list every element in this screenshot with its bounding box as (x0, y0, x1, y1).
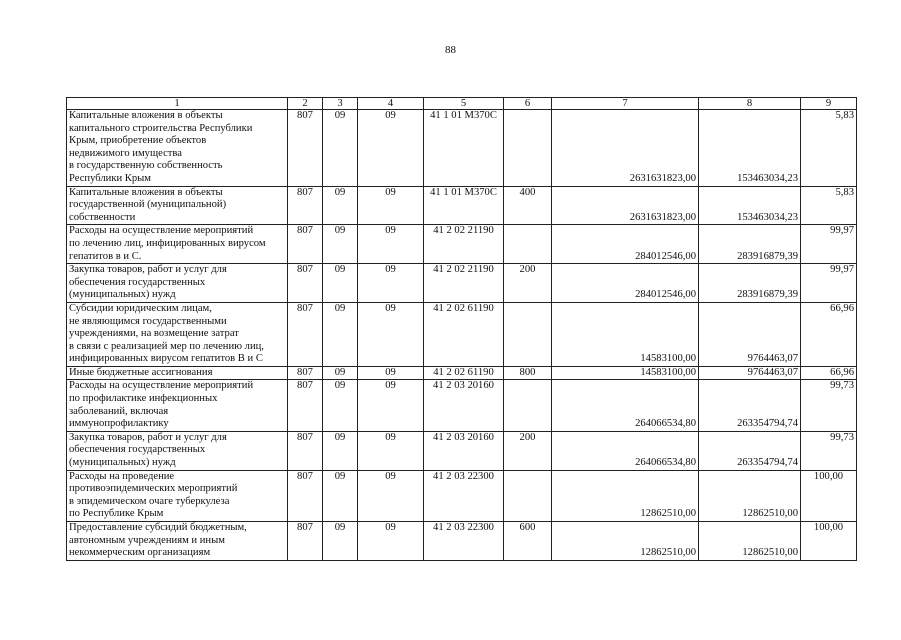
actual-amount-cell: 9764463,07 (699, 302, 801, 366)
grbs-code-cell: 807 (288, 110, 323, 187)
subsection-code-cell: 09 (358, 470, 424, 521)
page-number: 88 (445, 44, 456, 56)
header-cell: 7 (552, 98, 699, 110)
percent-cell: 100,00 (801, 470, 857, 521)
row-name-cell (67, 522, 288, 561)
subsection-code-cell: 09 (358, 366, 424, 380)
header-cell: 2 (288, 98, 323, 110)
grbs-code-cell: 807 (288, 522, 323, 561)
planned-amount-cell: 12862510,00 (552, 470, 699, 521)
section-code-cell: 09 (323, 264, 358, 303)
section-code-cell: 09 (323, 522, 358, 561)
header-cell: 5 (424, 98, 504, 110)
expense-type-cell: 600 (504, 522, 552, 561)
grbs-code-cell: 807 (288, 470, 323, 521)
target-article-cell: 41 1 01 М370С (424, 186, 504, 225)
section-code-cell: 09 (323, 380, 358, 431)
actual-amount-cell: 153463034,23 (699, 186, 801, 225)
percent-cell: 99,73 (801, 380, 857, 431)
planned-amount-cell: 284012546,00 (552, 264, 699, 303)
row-name-line: автономным учреждениям и иным (69, 534, 225, 546)
subsection-code-cell: 09 (358, 431, 424, 470)
target-article-cell: 41 2 03 20160 (424, 431, 504, 470)
section-code-cell: 09 (323, 431, 358, 470)
expense-type-cell (504, 302, 552, 366)
row-name-cell (67, 264, 288, 303)
actual-amount-cell: 263354794,74 (699, 380, 801, 431)
grbs-code-cell: 807 (288, 225, 323, 264)
row-name-line: гепатитов в и С. (69, 250, 142, 262)
table-row (67, 380, 857, 431)
grbs-code-cell: 807 (288, 264, 323, 303)
actual-amount-cell: 263354794,74 (699, 431, 801, 470)
subsection-code-cell: 09 (358, 225, 424, 264)
table-row (67, 186, 857, 225)
section-code-cell: 09 (323, 186, 358, 225)
percent-cell: 100,00 (801, 522, 857, 561)
subsection-code-cell: 09 (358, 522, 424, 561)
table-row (67, 431, 857, 470)
actual-amount-cell: 9764463,07 (699, 366, 801, 380)
section-code-cell: 09 (323, 302, 358, 366)
row-name-cell (67, 225, 288, 264)
row-name-cell (67, 366, 288, 380)
percent-cell: 66,96 (801, 366, 857, 380)
table-row (67, 264, 857, 303)
row-name-line: не являющимся государственными (69, 315, 227, 327)
budget-table (66, 97, 857, 561)
percent-cell: 5,83 (801, 186, 857, 225)
actual-amount-cell: 12862510,00 (699, 470, 801, 521)
row-name-line: (муниципальных) нужд (69, 457, 176, 469)
expense-type-cell (504, 110, 552, 187)
subsection-code-cell: 09 (358, 264, 424, 303)
expense-type-cell (504, 380, 552, 431)
row-name-cell (67, 110, 288, 187)
section-code-cell: 09 (323, 366, 358, 380)
planned-amount-cell: 14583100,00 (552, 366, 699, 380)
row-name-line: Закупка товаров, работ и услуг для (69, 264, 227, 276)
subsection-code-cell: 09 (358, 186, 424, 225)
expense-type-cell: 800 (504, 366, 552, 380)
header-cell: 3 (323, 98, 358, 110)
row-name-line: по профилактике инфекционных (69, 393, 218, 405)
row-name-line: инфицированных вирусом гепатитов В и С (69, 353, 263, 365)
target-article-cell: 41 2 02 61190 (424, 366, 504, 380)
row-name-cell (67, 380, 288, 431)
expense-type-cell: 200 (504, 431, 552, 470)
planned-amount-cell: 2631631823,00 (552, 186, 699, 225)
header-cell: 8 (699, 98, 801, 110)
row-name-line: по Республике Крым (69, 508, 164, 520)
grbs-code-cell: 807 (288, 302, 323, 366)
planned-amount-cell: 2631631823,00 (552, 110, 699, 187)
grbs-code-cell: 807 (288, 186, 323, 225)
target-article-cell: 41 2 02 21190 (424, 225, 504, 264)
subsection-code-cell: 09 (358, 380, 424, 431)
row-name-line: заболеваний, включая (69, 405, 169, 417)
row-name-line: в связи с реализацией мер по лечению лиц, (69, 340, 264, 352)
table-row (67, 110, 857, 187)
row-name-line: учреждениями, на возмещение затрат (69, 328, 239, 340)
grbs-code-cell: 807 (288, 366, 323, 380)
header-row (67, 98, 857, 110)
row-name-line: в государственную собственность (69, 160, 223, 172)
table-row (67, 470, 857, 521)
row-name-line: Закупка товаров, работ и услуг для (69, 431, 227, 443)
row-name-line: Республики Крым (69, 172, 151, 184)
target-article-cell: 41 2 03 22300 (424, 522, 504, 561)
expense-type-cell: 200 (504, 264, 552, 303)
header-cell: 1 (67, 98, 288, 110)
row-name-line: Расходы на осуществление мероприятий (69, 380, 254, 392)
row-name-line: некоммерческим организациям (69, 547, 211, 559)
section-code-cell: 09 (323, 225, 358, 264)
percent-cell: 99,97 (801, 264, 857, 303)
row-name-line: (муниципальных) нужд (69, 289, 176, 301)
subsection-code-cell: 09 (358, 110, 424, 187)
row-name-line: государственной (муниципальной) (69, 199, 227, 211)
row-name-cell (67, 186, 288, 225)
planned-amount-cell: 14583100,00 (552, 302, 699, 366)
planned-amount-cell: 284012546,00 (552, 225, 699, 264)
row-name-line: собственности (69, 211, 136, 223)
row-name-line: Крым, приобретение объектов (69, 135, 207, 147)
target-article-cell: 41 2 03 20160 (424, 380, 504, 431)
row-name-line: противоэпидемических мероприятий (69, 483, 238, 495)
row-name-line: Капитальные вложения в объекты (69, 110, 223, 121)
actual-amount-cell: 283916879,39 (699, 264, 801, 303)
subsection-code-cell: 09 (358, 302, 424, 366)
section-code-cell: 09 (323, 470, 358, 521)
table-row (67, 225, 857, 264)
actual-amount-cell: 12862510,00 (699, 522, 801, 561)
row-name-cell (67, 470, 288, 521)
row-name-cell (67, 431, 288, 470)
row-name-cell (67, 302, 288, 366)
percent-cell: 99,97 (801, 225, 857, 264)
planned-amount-cell: 264066534,80 (552, 380, 699, 431)
row-name-line: обеспечения государственных (69, 276, 206, 288)
target-article-cell: 41 2 02 61190 (424, 302, 504, 366)
row-name-line: недвижимого имущества (69, 147, 182, 159)
row-name-line: иммунопрофилактику (69, 418, 169, 430)
expense-type-cell (504, 470, 552, 521)
percent-cell: 99,73 (801, 431, 857, 470)
row-name-line: Иные бюджетные ассигнования (69, 366, 213, 378)
planned-amount-cell: 12862510,00 (552, 522, 699, 561)
header-cell: 4 (358, 98, 424, 110)
target-article-cell: 41 2 03 22300 (424, 470, 504, 521)
row-name-line: в эпидемическом очаге туберкулеза (69, 495, 230, 507)
row-name-line: Субсидии юридическим лицам, (69, 302, 212, 314)
section-code-cell: 09 (323, 110, 358, 187)
expense-type-cell: 400 (504, 186, 552, 225)
grbs-code-cell: 807 (288, 431, 323, 470)
row-name-line: капитального строительства Республики (69, 122, 253, 134)
actual-amount-cell: 283916879,39 (699, 225, 801, 264)
row-name-line: Расходы на проведение (69, 470, 175, 482)
header-cell: 9 (801, 98, 857, 110)
actual-amount-cell: 153463034,23 (699, 110, 801, 187)
row-name-line: обеспечения государственных (69, 444, 206, 456)
target-article-cell: 41 1 01 М370С (424, 110, 504, 187)
row-name-line: Расходы на осуществление мероприятий (69, 225, 254, 237)
grbs-code-cell: 807 (288, 380, 323, 431)
table-row (67, 366, 857, 380)
target-article-cell: 41 2 02 21190 (424, 264, 504, 303)
table-row (67, 302, 857, 366)
header-cell: 6 (504, 98, 552, 110)
row-name-line: Предоставление субсидий бюджетным, (69, 522, 247, 533)
percent-cell: 66,96 (801, 302, 857, 366)
row-name-line: Капитальные вложения в объекты (69, 186, 223, 198)
planned-amount-cell: 264066534,80 (552, 431, 699, 470)
percent-cell: 5,83 (801, 110, 857, 187)
table-row (67, 522, 857, 561)
expense-type-cell (504, 225, 552, 264)
row-name-line: по лечению лиц, инфицированных вирусом (69, 237, 266, 249)
